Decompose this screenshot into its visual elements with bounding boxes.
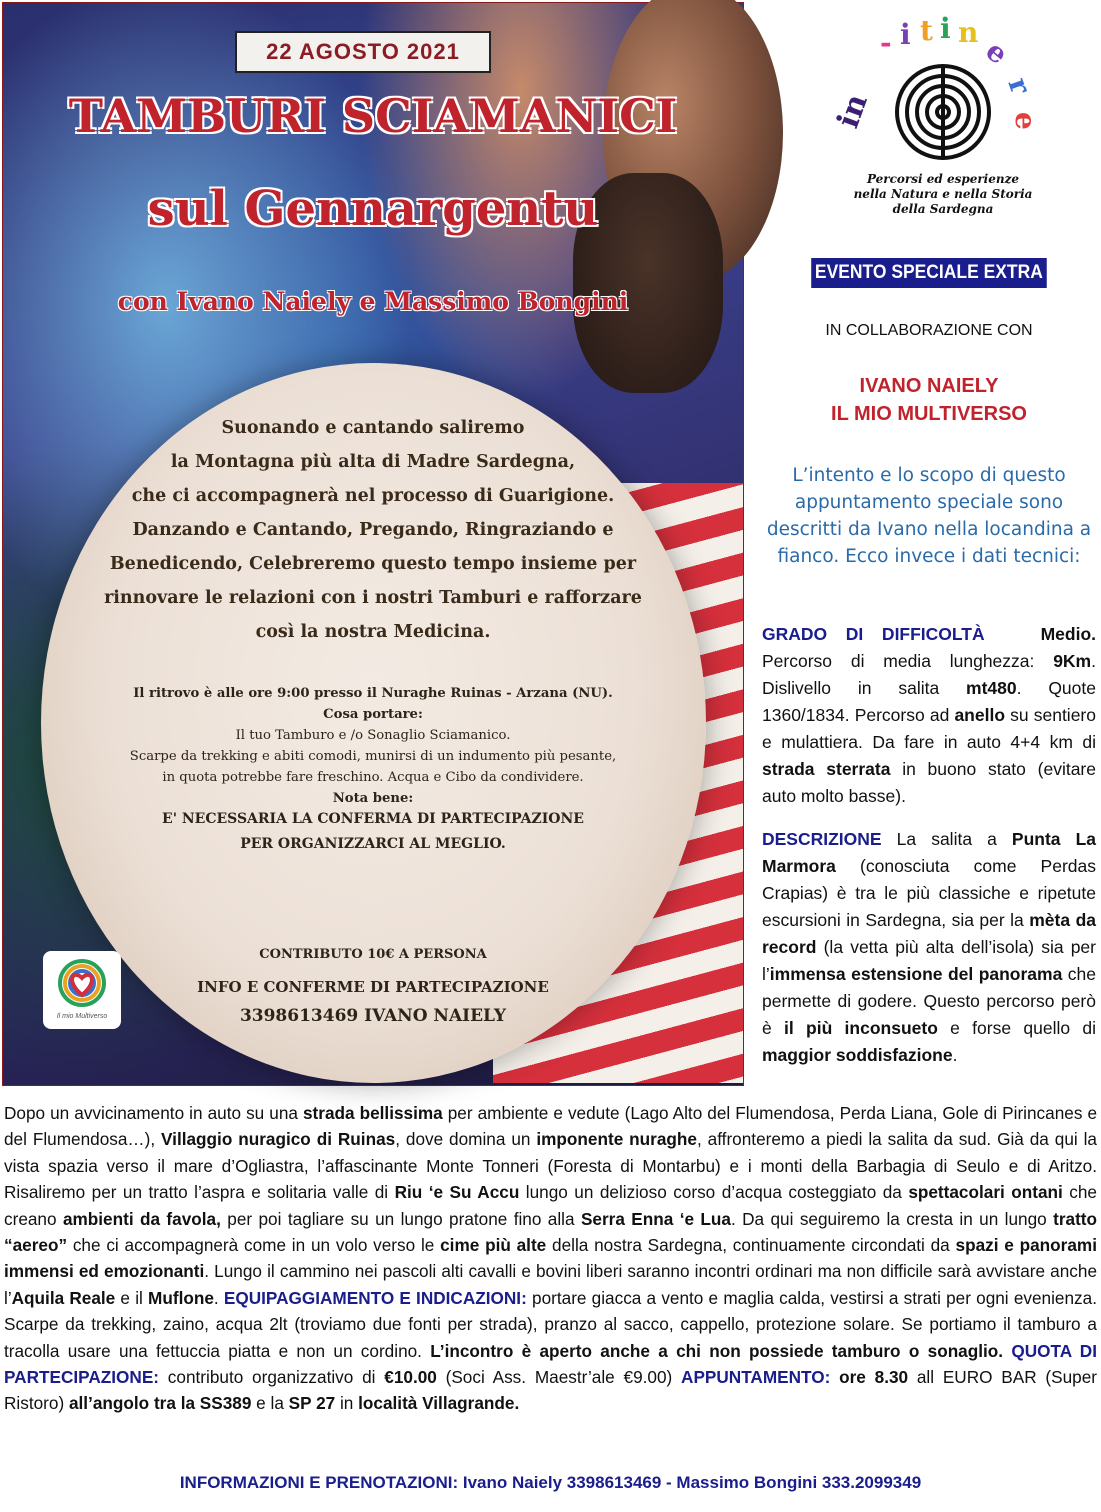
poster-title-line2: sul Gennargentu	[147, 181, 599, 237]
labyrinth-icon	[830, 12, 1042, 172]
text-bold: Riu ‘e Su Accu	[394, 1182, 520, 1203]
route-type: anello	[954, 705, 1006, 725]
logo-letter: e	[979, 34, 1015, 71]
text: su sentiero e mulattiera. Da fare in auto 4+4 km di	[762, 705, 1096, 752]
poster-bottom-block	[123, 947, 623, 1026]
text: . Quote 1360/1834. Percorso ad	[762, 678, 1096, 725]
text-bold: Serra Enna ‘e Lua	[580, 1208, 731, 1229]
elevation-value: mt480	[966, 678, 1017, 698]
text-bold: Aquila Reale	[11, 1287, 116, 1308]
distance-value: 9Km	[1053, 651, 1092, 671]
text: della nostra Sardegna, continuamente circondati da	[546, 1235, 956, 1256]
text-bold: ambienti da favola,	[62, 1208, 221, 1229]
logo-letter: in	[830, 89, 875, 133]
text: lungo un delizioso corso d’acqua costeggiato da	[519, 1182, 909, 1203]
text: in	[335, 1393, 359, 1414]
drum-line: rinnovare le relazioni con i nostri Tamburi e rafforzare	[104, 588, 642, 608]
in-itinere-logo	[830, 12, 1042, 222]
text-bold: località Villagrande.	[358, 1393, 520, 1414]
collaboration-label: IN COLLABORAZIONE CON	[825, 322, 1033, 339]
contacts-footer	[0, 1473, 1101, 1493]
text-bold: ore 8.30	[839, 1367, 909, 1388]
text: portare giacca a vento e maglia calda, vestirsi a strati per ogni evenienza. Scarpe da trekking, zaino, acqua 2lt (troviamo due fonti per strada), pranzo al sacco, cappello, protezione solare. Se portiamo il tamburo a tracolla usare una fettuccia piatta e non un cordino.	[4, 1287, 1097, 1361]
text-bold: cime più alte	[440, 1235, 547, 1256]
text: (Soci Ass. Maestr’ale €9.00)	[436, 1367, 682, 1388]
text-bold: spazi e panorami immensi ed emozionanti	[4, 1235, 1097, 1282]
logo-letter: -	[880, 26, 892, 59]
text: per ambiente e vedute (Lago Alto del Flumendosa, Perda Liana, Gole di Pirincanes e del Flumendosa…),	[4, 1103, 1098, 1150]
difficulty-paragraph	[762, 621, 1096, 810]
poster-meeting: Il ritrovo è alle ore 9:00 presso il Nuraghe Ruinas - Arzana (NU).	[133, 686, 613, 701]
text: . Da qui seguiremo la cresta in un lungo	[730, 1208, 1054, 1229]
poster-info-confirm: INFO E CONFERME DI PARTECIPAZIONE	[197, 978, 549, 996]
equipment-label: EQUIPAGGIAMENTO E INDICAZIONI:	[223, 1287, 527, 1308]
logo-letter: e	[1009, 112, 1042, 130]
text: (conosciuta come Perdas Crapias) è tra le più classiche e ripetute escursioni in Sardegna, sia per la	[762, 856, 1096, 930]
contacts-label: INFORMAZIONI E PRENOTAZIONI	[179, 1473, 453, 1492]
tagline-line: Percorsi ed esperienze	[866, 172, 1020, 186]
text-bold: Villaggio nuragico di Ruinas	[161, 1129, 396, 1150]
text: , dove domina un	[395, 1129, 537, 1150]
text-bold: imponente nuraghe	[536, 1129, 697, 1150]
text: e forse quello di	[937, 1018, 1096, 1038]
description-paragraph	[762, 826, 1096, 1069]
intent-paragraph: L’intento e lo scopo di questo appuntamento speciale sono descritti da Ivano nella locandina a fianco. Ecco invece i dati tecnici:	[766, 465, 1092, 567]
text-bold: SP 27	[288, 1393, 336, 1414]
poster-bring-line: Il tuo Tamburo e /o Sonaglio Sciamanico.	[235, 728, 511, 743]
multiverso-logo-caption: Il mio Multiverso	[56, 1013, 108, 1020]
drum-line: che ci accompagnerà nel processo di Guarigione.	[131, 486, 615, 506]
poster-bring-title: Cosa portare:	[323, 707, 423, 722]
poster-note-line: E' NECESSARIA LA CONFERMA DI PARTECIPAZIONE	[162, 811, 584, 827]
text-bold: spettacolari ontani	[908, 1182, 1063, 1203]
text: . Lungo il cammino nei pascoli alti cavalli e bovini liberi saranno incontri ordinari ma non difficile sarà avvistare anche l’	[4, 1261, 1098, 1308]
logo-letter: r	[1001, 73, 1038, 99]
logo-letter: t	[920, 14, 933, 47]
tagline-line: nella Natura e nella Storia	[853, 187, 1033, 201]
poster-info-block	[83, 683, 663, 855]
partner-name	[762, 372, 1096, 428]
text: , affronteremo a piedi la salita da sud. Già da qui la vista spazia verso il mare d’Ogliastra, l’affascinante Monte Tonneri (Foresta di Montarbu) e i monti della Barbagia di Seulo e di Aritzo. Risaliremo per un tratto l’aspra e solitaria valle di	[4, 1129, 1097, 1203]
text-bold: mèta da record	[762, 910, 1096, 957]
poster-subtitle: con Ivano Naiely e Massimo Bongini	[117, 287, 629, 316]
difficulty-label: GRADO DI DIFFICOLTÀ	[762, 624, 985, 644]
special-event-banner	[762, 258, 1096, 288]
text: Dopo un avvicinamento in auto su una	[4, 1103, 303, 1123]
text-bold: all’angolo tra la SS389	[68, 1393, 252, 1414]
poster-title: TAMBURI SCIAMANICI	[68, 89, 678, 143]
text: in buono stato (evitare auto molto basse).	[762, 759, 1096, 806]
tagline-line: della Sardegna	[892, 202, 994, 216]
text-bold: Punta La Marmora	[762, 829, 1096, 876]
text: e la	[251, 1393, 289, 1414]
logo-tagline	[828, 172, 1058, 217]
text: (la vetta più alta dell’isola) sia per l’	[762, 937, 1096, 984]
poster-note-title: Nota bene:	[332, 791, 414, 806]
text	[830, 1367, 839, 1387]
text-bold: tratto “aereo”	[4, 1208, 1098, 1256]
text-bold: il più inconsueto	[784, 1018, 938, 1038]
contacts-value: Ivano Naiely 3398613469 - Massimo Bongini 333.2099349	[462, 1473, 922, 1492]
text: che creano	[4, 1182, 1097, 1229]
drum-line: Suonando e cantando saliremo	[221, 418, 525, 438]
text: . Dislivello in salita	[762, 651, 1096, 698]
poster-contribution: CONTRIBUTO 10€ A PERSONA	[259, 947, 487, 962]
text: per poi tagliare su un lungo pratone fino alla	[220, 1208, 581, 1229]
text-bold: L’incontro è aperto anche a chi non possiede tamburo o sonaglio.	[430, 1340, 1004, 1361]
appointment-label: APPUNTAMENTO:	[681, 1367, 831, 1388]
partner-name-line2: IL MIO MULTIVERSO	[831, 403, 1027, 425]
partner-name-line1: IVANO NAIELY	[859, 375, 999, 397]
poster-date: 22 AGOSTO 2021	[235, 31, 491, 73]
itinerary-paragraph	[4, 1100, 1097, 1417]
special-event-label: EVENTO SPECIALE EXTRA	[811, 258, 1046, 288]
description-label: DESCRIZIONE	[762, 829, 882, 849]
text: .	[213, 1287, 224, 1308]
multiverso-heart-icon	[43, 951, 121, 1013]
text-bold: maggior soddisfazione	[762, 1045, 953, 1065]
logo-letter: i	[900, 18, 911, 51]
text-bold: Muflone	[148, 1287, 214, 1308]
drum-line: la Montagna più alta di Madre Sardegna,	[170, 452, 576, 472]
fee-label: QUOTA DI PARTECIPAZIONE:	[4, 1340, 1097, 1388]
text: che ci accompagnerà come in un volo verso le	[67, 1235, 441, 1256]
logo-letter: n	[958, 16, 979, 49]
drum-line: così la nostra Medicina.	[255, 622, 491, 642]
text: La salita a	[881, 829, 1012, 849]
event-poster	[2, 2, 744, 1086]
text: all EURO BAR (Super Ristoro)	[4, 1367, 1097, 1414]
difficulty-value: Medio.	[1040, 624, 1096, 644]
fee-value: €10.00	[384, 1367, 437, 1388]
text-bold: immensa estensione del panorama	[769, 964, 1063, 984]
road-type: strada sterrata	[762, 759, 891, 779]
poster-phone: 3398613469 IVANO NAIELY	[239, 1006, 507, 1026]
drum-line: Danzando e Cantando, Pregando, Ringraziando e	[132, 520, 614, 540]
text: e il	[115, 1287, 149, 1308]
poster-bring-line: in quota potrebbe fare freschino. Acqua e Cibo da condividere.	[162, 770, 584, 785]
multiverso-logo	[43, 951, 121, 1029]
poster-note-line: PER ORGANIZZARCI AL MEGLIO.	[240, 836, 506, 852]
poster-bring-line: Scarpe da trekking e abiti comodi, munirsi di un indumento più pesante,	[129, 749, 617, 764]
text: .	[952, 1045, 958, 1065]
poster-drum-text	[103, 411, 643, 649]
drum-line: Benedicendo, Celebreremo questo tempo insieme per	[109, 554, 637, 574]
text: :	[452, 1473, 463, 1492]
logo-letter: i	[940, 12, 951, 45]
text: Percorso di media lunghezza:	[762, 651, 1054, 671]
text: che permette di godere. Questo percorso però è	[762, 964, 1096, 1038]
text-bold: strada bellissima	[302, 1103, 443, 1123]
text: contributo organizzativo di	[159, 1367, 385, 1388]
